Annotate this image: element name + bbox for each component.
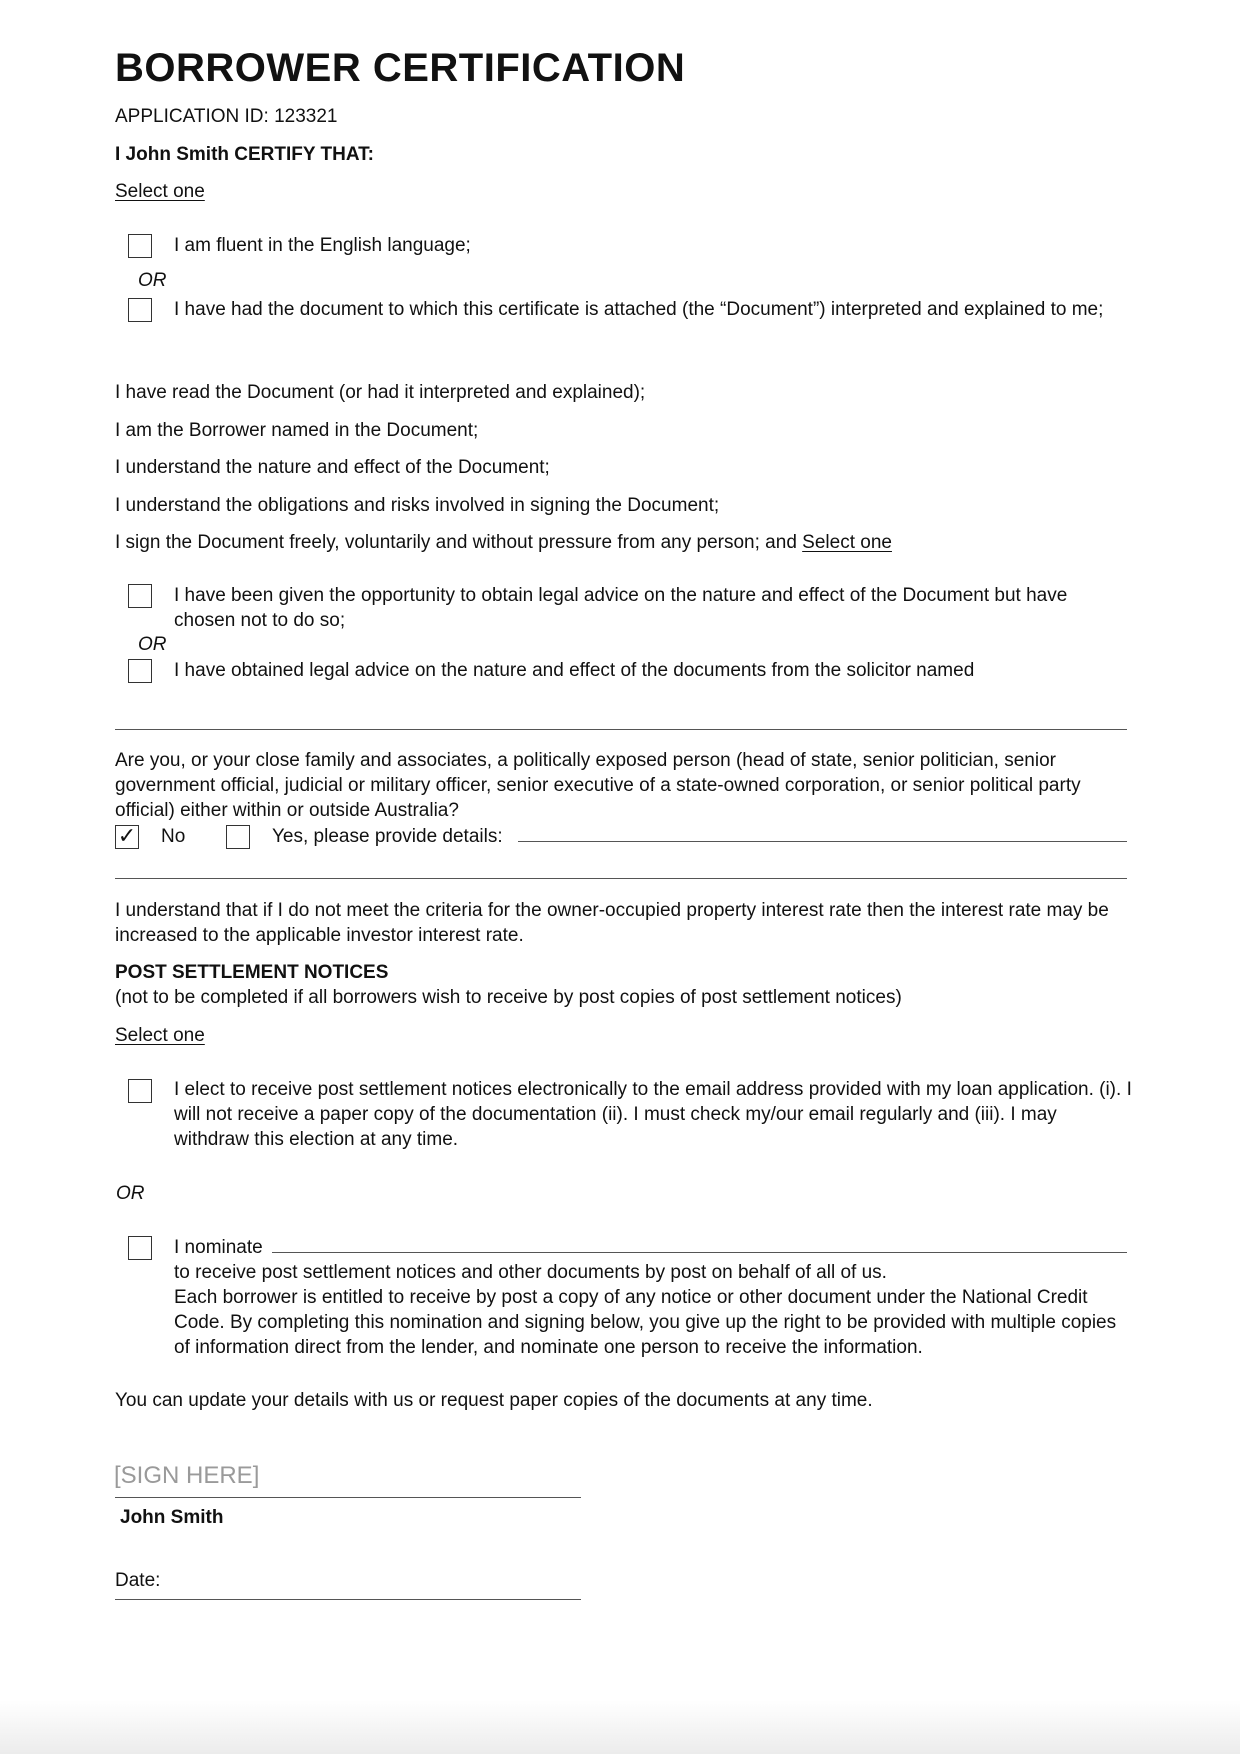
signer-name: John Smith <box>120 1507 224 1528</box>
or-label-1: OR <box>138 270 167 291</box>
statement-read: I have read the Document (or had it interpreted and explained); <box>115 382 646 403</box>
interest-rate-note: I understand that if I do not meet the criteria for the owner-occupied property interest rate then the interest rate may be increased to the applicable investor interest rate. <box>115 900 1109 946</box>
statement-obligations: I understand the obligations and risks involved in signing the Document; <box>115 495 720 516</box>
nominee-name-line[interactable] <box>272 1252 1127 1253</box>
nominate-text-1: to receive post settlement notices and other documents by post on behalf of all of us. <box>174 1262 887 1283</box>
pep-yes-checkbox[interactable] <box>226 825 250 849</box>
signature-line <box>115 1497 581 1498</box>
nominate-text-2: Each borrower is entitled to receive by post a copy of any notice or other document under the National Credit Code. By completing this nomination and signing below, you give up the right to be provided with multiple copies of information direct from the lender, and nominate one person to receive the information. <box>174 1287 1117 1358</box>
update-details-note: You can update your details with us or request paper copies of the documents at any time. <box>115 1390 873 1411</box>
select-one-label-1: Select one <box>115 181 205 202</box>
legal-advice-label: I have obtained legal advice on the nature and effect of the documents from the solicitor named <box>174 660 975 681</box>
pep-no-checkbox[interactable] <box>115 825 139 849</box>
signature-placeholder[interactable]: [SIGN HERE] <box>114 1462 260 1489</box>
pep-yes-label: Yes, please provide details: <box>272 826 503 847</box>
english-fluent-checkbox[interactable] <box>128 234 152 258</box>
nominate-checkbox[interactable] <box>128 1236 152 1260</box>
interpreted-checkbox[interactable] <box>128 298 152 322</box>
electronic-notices-label: I elect to receive post settlement notices electronically to the email address provided with my loan application. (i). I will not receive a paper copy of the documentation (ii). I must check my/our email regularly and (iii). I may withdraw this election at any time. <box>174 1079 1132 1150</box>
page-bottom-shadow <box>0 1700 1240 1754</box>
legal-advice-checkbox[interactable] <box>128 659 152 683</box>
select-one-label-3: Select one <box>115 1025 205 1046</box>
statement-borrower: I am the Borrower named in the Document; <box>115 420 479 441</box>
interpreted-label: I have had the document to which this certificate is attached (the “Document”) interpreted and explained to me; <box>174 299 1104 320</box>
english-fluent-label: I am fluent in the English language; <box>174 235 471 256</box>
date-line[interactable] <box>115 1599 581 1600</box>
solicitor-name-line[interactable] <box>115 729 1127 730</box>
select-one-label-2: Select one <box>802 532 892 553</box>
section-divider <box>115 878 1127 879</box>
or-label-2: OR <box>138 634 167 655</box>
page-title: BORROWER CERTIFICATION <box>115 46 686 90</box>
statement-freely <box>115 530 892 555</box>
or-label-3: OR <box>116 1183 145 1204</box>
nominate-label: I nominate <box>174 1237 263 1258</box>
post-settlement-subheading: (not to be completed if all borrowers wish to receive by post copies of post settlement notices) <box>115 987 902 1008</box>
check-icon: ✓ <box>117 824 137 849</box>
pep-details-line[interactable] <box>518 841 1127 842</box>
electronic-notices-checkbox[interactable] <box>128 1079 152 1103</box>
statement-nature: I understand the nature and effect of the Document; <box>115 457 550 478</box>
no-legal-advice-checkbox[interactable] <box>128 584 152 608</box>
statement-freely-text: I sign the Document freely, voluntarily and without pressure from any person; and <box>115 532 797 553</box>
post-settlement-heading: POST SETTLEMENT NOTICES <box>115 962 389 983</box>
no-legal-advice-label: I have been given the opportunity to obtain legal advice on the nature and effect of the Document but have chosen not to do so; <box>174 585 1068 631</box>
pep-question: Are you, or your close family and associates, a politically exposed person (head of state, senior politician, senior government official, judicial or military officer, senior executive of a state-owned corporation, or senior political party official) either within or outside Australia? <box>115 750 1081 821</box>
pep-no-label: No <box>161 826 186 847</box>
application-id: APPLICATION ID: 123321 <box>115 106 338 127</box>
certify-statement: I John Smith CERTIFY THAT: <box>115 144 374 165</box>
date-label: Date: <box>115 1570 161 1591</box>
